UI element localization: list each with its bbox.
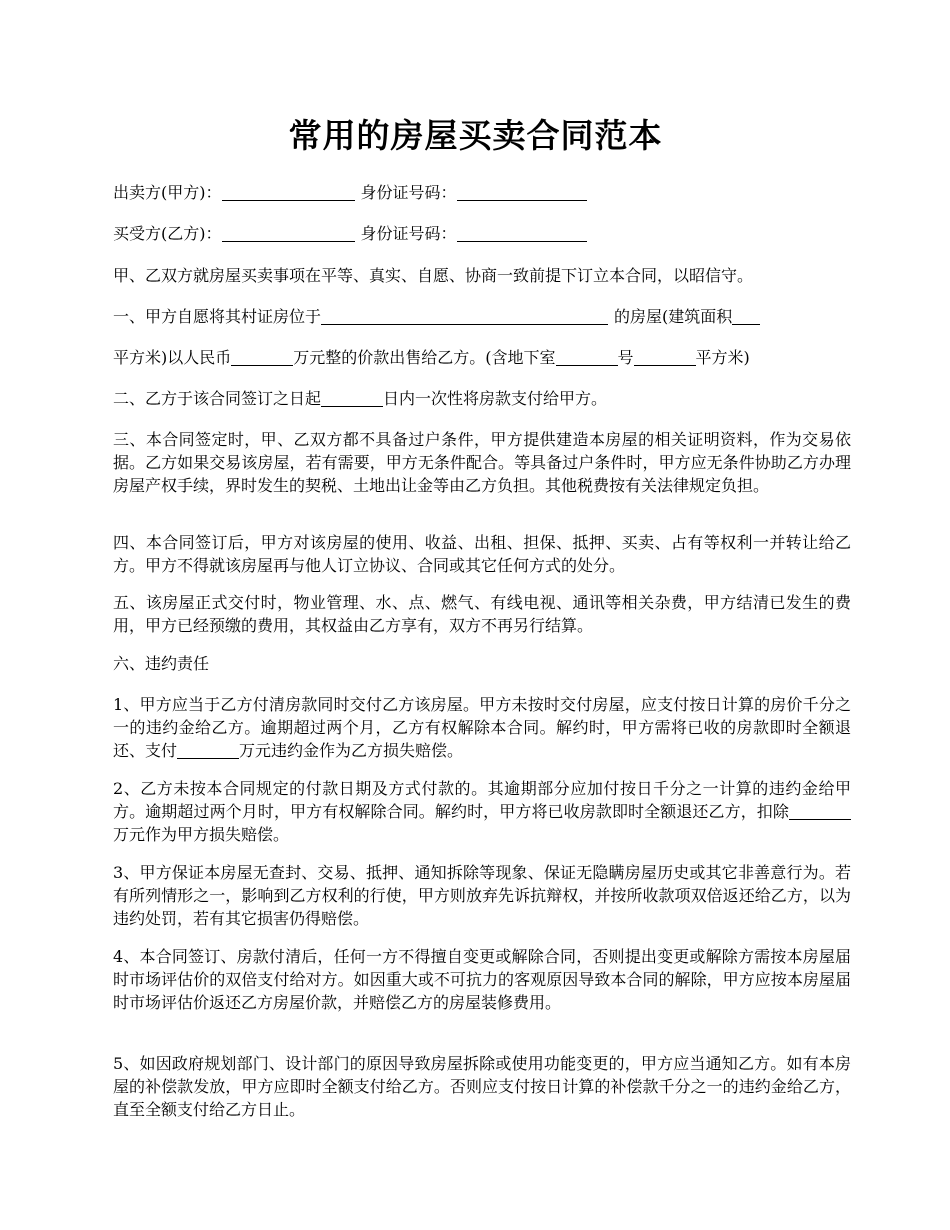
deduction-blank <box>789 803 851 820</box>
seller-line <box>113 181 587 204</box>
liability-item-2 <box>113 777 851 846</box>
clause-1-part-a: 一、甲方自愿将其村证房位于 <box>113 307 322 326</box>
item-1-part-a: 1、甲方应当于乙方付清房款同时交付乙方该房屋。甲方未按时交付房屋，应支付按日计算的房价千分之一的违约金给乙方。逾期超过两个月，乙方有权解除本合同。解约时，甲方需将已收的房款即时全额退还、支付 <box>113 695 851 760</box>
document-title: 常用的房屋买卖合同范本 <box>288 116 663 155</box>
clause-3: 三、本合同签定时，甲、乙双方都不具备过户条件，甲方提供建造本房屋的相关证明资料，作为交易依据。乙方如果交易该房屋，若有需要，甲方无条件配合。等具备过户条件时，甲方应无条件协助乙方办理房屋产权手续，界时发生的契税、土地出让金等由乙方负担。其他税费按有关法律规定负担。 <box>113 430 851 495</box>
clause-4: 四、本合同签订后，甲方对该房屋的使用、收益、出租、担保、抵押、买卖、占有等权利一并转让给乙方。甲方不得就该房屋再与他人订立协议、合同或其它任何方式的处分。 <box>113 533 851 575</box>
liability-item-3: 3、甲方保证本房屋无查封、交易、抵押、通知拆除等现象、保证无隐瞒房屋历史或其它非善意行为。若有所列情形之一，影响到乙方权利的行使，甲方则放弃先诉抗辩权，并按所收款项双倍返还给乙方，以为违约处罚，若有其它损害仍得赔偿。 <box>113 863 851 928</box>
basement-number-blank <box>556 349 618 366</box>
price-blank <box>231 349 293 366</box>
clause-1-line-2 <box>113 346 750 369</box>
clause-1-part-b: 的房屋(建筑面积 <box>614 307 733 326</box>
clause-1-part-d: 万元整的价款出售给乙方。(含地下室 <box>293 348 556 367</box>
item-1-part-b: 万元违约金作为乙方损失赔偿。 <box>239 741 464 760</box>
address-blank <box>321 308 608 325</box>
seller-id-blank <box>457 184 587 201</box>
clause-2-part-b: 日内一次性将房款支付给甲方。 <box>383 389 608 408</box>
area-blank <box>732 308 760 325</box>
buyer-label: 买受方(乙方)： <box>113 224 222 243</box>
seller-name-blank <box>222 184 355 201</box>
payment-days-blank <box>321 390 383 407</box>
buyer-id-label: 身份证号码： <box>360 224 457 243</box>
item-2-part-b: 万元作为甲方损失赔偿。 <box>113 825 290 844</box>
basement-area-blank <box>634 349 696 366</box>
clause-2-part-a: 二、乙方于该合同签订之日起 <box>113 389 322 408</box>
buyer-name-blank <box>222 225 355 242</box>
clause-1-part-f: 平方米) <box>695 348 750 367</box>
seller-id-label: 身份证号码： <box>360 183 457 202</box>
clause-1-line-1 <box>113 305 760 328</box>
penalty-blank <box>177 742 239 759</box>
seller-label: 出卖方(甲方)： <box>113 183 222 202</box>
buyer-id-blank <box>457 225 587 242</box>
clause-5: 五、该房屋正式交付时，物业管理、水、点、燃气、有线电视、通讯等相关杂费，甲方结清已发生的费用，甲方已经预缴的费用，其权益由乙方享有，双方不再另行结算。 <box>113 593 851 635</box>
intro-paragraph: 甲、乙双方就房屋买卖事项在平等、真实、自愿、协商一致前提下订立本合同，以昭信守。 <box>113 266 754 285</box>
clause-1-part-c: 平方米)以人民币 <box>113 348 232 367</box>
clause-2 <box>113 387 607 410</box>
buyer-line <box>113 222 587 245</box>
clause-6-heading: 六、违约责任 <box>113 654 210 673</box>
clause-1-part-e: 号 <box>617 348 634 367</box>
liability-item-5: 5、如因政府规划部门、设计部门的原因导致房屋拆除或使用功能变更的，甲方应当通知乙方。如有本房屋的补偿款发放，甲方应即时全额支付给乙方。否则应支付按日计算的补偿款千分之一的违约金给乙方，直至全额支付给乙方日止。 <box>113 1054 851 1119</box>
liability-item-4: 4、本合同签订、房款付清后，任何一方不得擅自变更或解除合同，否则提出变更或解除方需按本房屋届时市场评估价的双倍支付给对方。如因重大或不可抗力的客观原因导致本合同的解除，甲方应按本房屋届时市场评估价返还乙方房屋价款，并赔偿乙方的房屋装修费用。 <box>113 947 851 1012</box>
item-2-part-a: 2、乙方未按本合同规定的付款日期及方式付款的。其逾期部分应加付按日千分之一计算的违约金给甲方。逾期超过两个月时，甲方有权解除合同。解约时，甲方将已收房款即时全额退还乙方，扣除 <box>113 779 851 821</box>
liability-item-1 <box>113 693 851 762</box>
